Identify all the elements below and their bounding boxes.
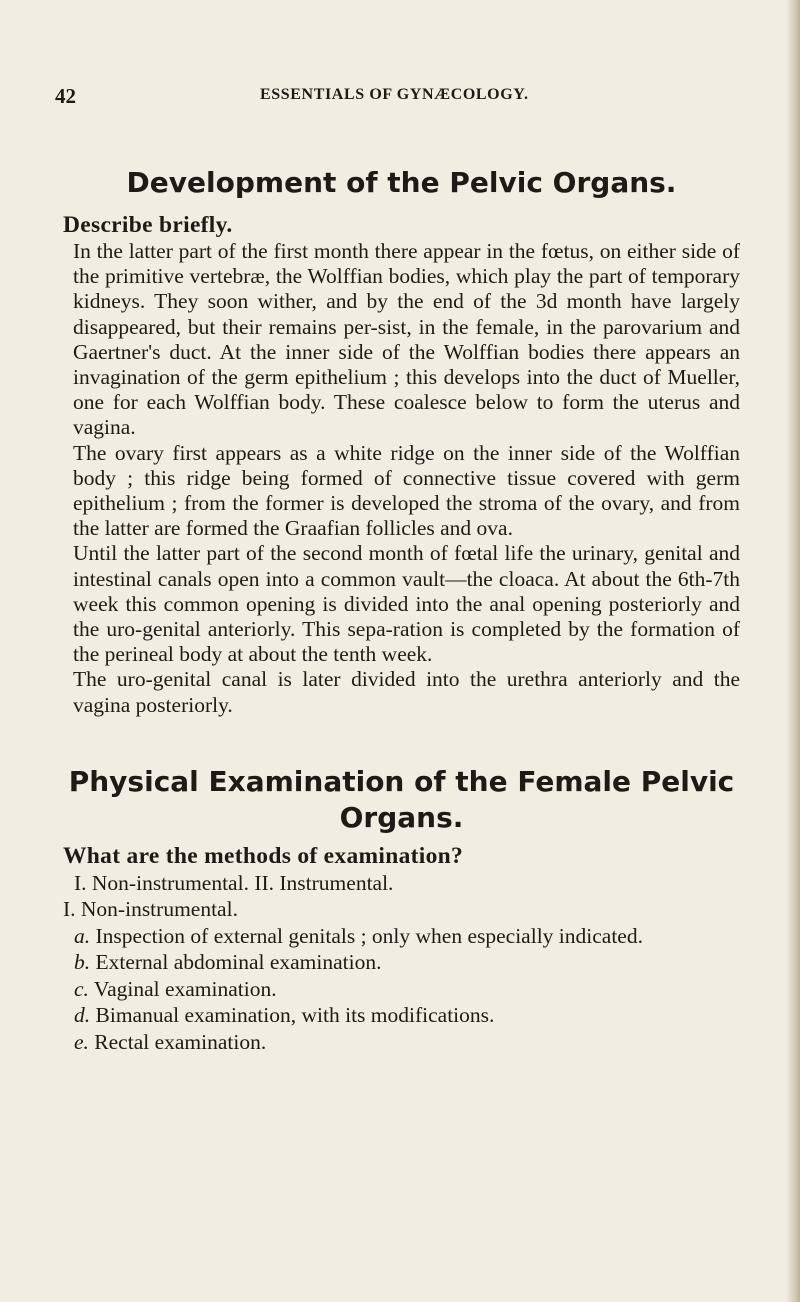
section-spacer <box>63 718 740 764</box>
list-item-text: Vaginal examination. <box>93 976 277 1001</box>
list-item-letter: b. <box>74 950 91 975</box>
running-head: ESSENTIALS OF GYNÆCOLOGY. <box>260 86 529 103</box>
paragraph-cloaca: Until the latter part of the second month of fœtal life the urinary, genital and intestinal canals open into a common vault—the cloaca. At about the 6th-7th week this common opening is divided into the anal opening posteriorly and the uro-genital anteriorly. This sepa-ration is completed by the formation of the perineal body at about the tenth week. <box>73 541 740 667</box>
paragraph-uro-genital-canal: The uro-genital canal is later divided into the urethra anteriorly and the vagina posteriorly. <box>73 667 740 717</box>
list-item <box>63 1029 740 1056</box>
list-item-letter: c. <box>74 976 89 1001</box>
list-item-text: Rectal examination. <box>94 1029 267 1054</box>
list-item <box>63 976 740 1003</box>
examination-list <box>63 923 740 1056</box>
paragraph-wolffian-bodies: In the latter part of the first month there appear in the fœtus, on either side of the primitive vertebræ, the Wolffian bodies, which play the part of temporary kidneys. They soon wither, and by the end of the 3d month have largely disappeared, but their remains per-sist, in the female, in the parovarium and Gaertner's duct. At the inner side of the Wolffian bodies there appears an invagination of the germ epithelium ; this develops into the duct of Mueller, one for each Wolffian body. These coalesce below to form the uterus and vagina. <box>73 239 740 440</box>
list-item-letter: d. <box>74 1003 91 1028</box>
section-title-physical-examination: Physical Examination of the Female Pelvic Organs. <box>68 764 735 834</box>
list-item <box>63 949 740 976</box>
page-edge-shadow <box>786 0 800 1302</box>
list-item <box>63 1002 740 1029</box>
development-text <box>63 239 740 718</box>
non-instrumental-subhead: I. Non-instrumental. <box>63 897 238 922</box>
section-title-development: Development of the Pelvic Organs. <box>126 166 677 199</box>
list-item-text: Inspection of external genitals ; only when especially indicated. <box>95 923 643 948</box>
list-item-text: External abdominal examination. <box>95 950 382 975</box>
question-methods-of-examination: What are the methods of examination? <box>63 842 464 869</box>
list-item-text: Bimanual examination, with its modifications. <box>95 1003 495 1028</box>
list-item <box>63 923 740 950</box>
list-item-letter: e. <box>74 1029 89 1054</box>
list-item-letter: a. <box>74 923 91 948</box>
page-number: 42 <box>55 84 76 108</box>
paragraph-ovary: The ovary first appears as a white ridge on the inner side of the Wolffian body ; this ridge being formed of connective tissue covered with germ epithelium ; from the former is developed the stroma of the ovary, and from the latter are formed the Graafian follicles and ova. <box>73 440 740 541</box>
page-body <box>63 165 740 1055</box>
page-header <box>55 84 755 114</box>
question-describe-briefly: Describe briefly. <box>63 212 233 238</box>
methods-summary: I. Non-instrumental. II. Instrumental. <box>74 870 394 895</box>
